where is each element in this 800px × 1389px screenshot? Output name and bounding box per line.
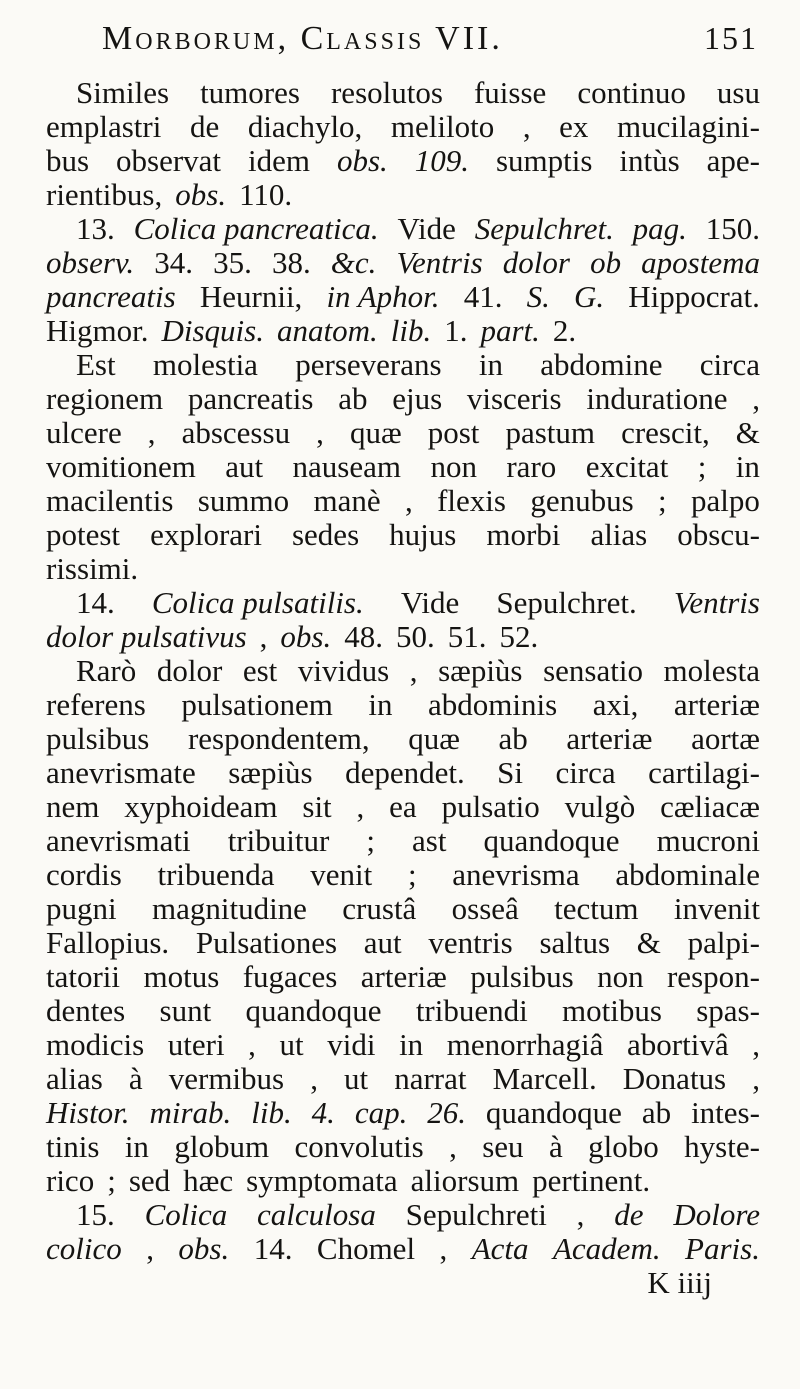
word: 34. bbox=[154, 245, 193, 280]
word: abortivâ bbox=[627, 1027, 729, 1062]
word: lib. bbox=[390, 313, 432, 348]
word: excitat bbox=[585, 449, 669, 484]
word: circa bbox=[699, 347, 760, 382]
word: anatom. bbox=[276, 313, 378, 348]
word: induratione bbox=[586, 381, 728, 416]
word: & bbox=[735, 415, 760, 450]
word: obs. bbox=[280, 619, 332, 654]
word: 2. bbox=[552, 313, 577, 348]
word: emplastri bbox=[46, 109, 162, 144]
text-line bbox=[46, 926, 760, 960]
word: 15. bbox=[76, 1197, 115, 1232]
word: Sepulchret. bbox=[496, 585, 637, 620]
word: 38. bbox=[271, 245, 311, 280]
word: Hippocrat. bbox=[628, 279, 760, 314]
text-line bbox=[46, 552, 760, 586]
word: Sepulchret. bbox=[474, 211, 614, 246]
word: tribuitur bbox=[227, 823, 330, 858]
word: 110. bbox=[239, 177, 293, 212]
word: mirab. bbox=[149, 1095, 232, 1130]
word: crescit, bbox=[621, 415, 710, 450]
word: sit bbox=[302, 789, 332, 824]
word: 51. bbox=[447, 619, 487, 654]
word: , bbox=[522, 109, 531, 144]
word: globo bbox=[588, 1129, 659, 1164]
word: vermibus bbox=[168, 1061, 285, 1096]
word: pulsibus bbox=[470, 959, 574, 994]
word: modicis bbox=[46, 1027, 145, 1062]
word: referens bbox=[46, 687, 146, 722]
text-line bbox=[46, 314, 760, 348]
text-line bbox=[46, 620, 760, 654]
text-line bbox=[46, 144, 760, 178]
word: observ. bbox=[46, 245, 135, 280]
word: aortæ bbox=[691, 721, 760, 756]
word: pulsibus bbox=[46, 721, 150, 756]
word: de bbox=[614, 1197, 644, 1232]
word: sensatio bbox=[543, 653, 643, 688]
word: à bbox=[128, 1061, 143, 1096]
word: anevrisma bbox=[452, 857, 580, 892]
word: abdominis bbox=[428, 687, 558, 722]
word: lib. bbox=[251, 1095, 292, 1130]
text-line bbox=[46, 518, 760, 552]
word: , bbox=[576, 1197, 585, 1232]
word: mucilagini- bbox=[617, 109, 760, 144]
word: usu bbox=[716, 75, 760, 110]
word: non bbox=[597, 959, 644, 994]
word: continuo bbox=[577, 75, 686, 110]
word: palpo bbox=[691, 483, 760, 518]
word: , bbox=[439, 1231, 448, 1266]
word: Chomel bbox=[316, 1231, 416, 1266]
word: rientibus, bbox=[46, 177, 163, 212]
word: Higmor. bbox=[46, 313, 149, 348]
word: G. bbox=[573, 279, 605, 314]
text-line bbox=[46, 178, 760, 212]
word: Vide bbox=[400, 585, 460, 620]
text-line bbox=[46, 110, 760, 144]
word: genubus bbox=[530, 483, 634, 518]
word: alias bbox=[46, 1061, 103, 1096]
word: menorrhagiâ bbox=[446, 1027, 604, 1062]
word: pulsatio bbox=[441, 789, 540, 824]
word: saltus bbox=[539, 925, 611, 960]
text-line bbox=[46, 1232, 760, 1266]
word: aliorsum bbox=[410, 1163, 520, 1198]
word: abdomine bbox=[540, 347, 663, 382]
word: &c. bbox=[330, 245, 377, 280]
word: apostema bbox=[641, 245, 760, 280]
word: nem bbox=[46, 789, 100, 824]
word: ; bbox=[107, 1163, 116, 1198]
word: macilentis bbox=[46, 483, 174, 518]
text-line bbox=[46, 246, 760, 280]
text-line bbox=[46, 756, 760, 790]
word: Academ. bbox=[552, 1231, 661, 1266]
word: rico bbox=[46, 1163, 95, 1198]
text-line bbox=[46, 280, 760, 314]
word: tumores bbox=[200, 75, 300, 110]
word: pag. bbox=[632, 211, 687, 246]
word: osseâ bbox=[451, 891, 519, 926]
word: quæ bbox=[408, 721, 460, 756]
word: dolor bbox=[156, 653, 223, 688]
word: obscu- bbox=[677, 517, 760, 552]
word: dependet. bbox=[345, 755, 465, 790]
word: ejus bbox=[392, 381, 443, 416]
word: cap. bbox=[354, 1095, 408, 1130]
text-line bbox=[46, 1062, 760, 1096]
word: alias bbox=[590, 517, 648, 552]
word: pertinent. bbox=[532, 1163, 651, 1198]
text-line bbox=[46, 1028, 760, 1062]
word: anevrismati bbox=[46, 823, 191, 858]
word: cordis bbox=[46, 857, 122, 892]
word: 13. bbox=[76, 211, 115, 246]
body-text bbox=[46, 76, 760, 1266]
word: Colica bbox=[144, 1197, 228, 1232]
word: convolutis bbox=[294, 1129, 424, 1164]
text-line bbox=[46, 450, 760, 484]
word: Colica pancreatica. bbox=[133, 211, 379, 246]
word: Sepulchreti bbox=[405, 1197, 547, 1232]
word: regionem bbox=[46, 381, 164, 416]
word: , bbox=[409, 653, 418, 688]
word: observat bbox=[116, 143, 222, 178]
text-line bbox=[46, 76, 760, 110]
word: pancreatis bbox=[46, 279, 176, 314]
word: molestia bbox=[152, 347, 258, 382]
word: , bbox=[752, 1027, 760, 1062]
word: hyste- bbox=[684, 1129, 760, 1164]
word: 109. bbox=[414, 143, 469, 178]
word: Vide bbox=[397, 211, 456, 246]
running-header bbox=[46, 20, 760, 76]
word: uteri bbox=[167, 1027, 225, 1062]
word: Disquis. bbox=[161, 313, 264, 348]
word: ab bbox=[641, 1095, 672, 1130]
word: ut bbox=[344, 1061, 369, 1096]
text-line bbox=[46, 858, 760, 892]
word: respon- bbox=[666, 959, 760, 994]
word: ea bbox=[389, 789, 417, 824]
word: ob bbox=[590, 245, 622, 280]
word: calculosa bbox=[257, 1197, 376, 1232]
word: fugaces bbox=[242, 959, 338, 994]
word: Ventris bbox=[673, 585, 760, 620]
word: de bbox=[189, 109, 220, 144]
word: hujus bbox=[389, 517, 457, 552]
word: Si bbox=[497, 755, 523, 790]
word: Pulsationes bbox=[195, 925, 338, 960]
word: obs. bbox=[178, 1231, 230, 1266]
word: Est bbox=[76, 347, 116, 382]
word: sæpiùs bbox=[228, 755, 313, 790]
word: aut bbox=[363, 925, 402, 960]
text-line bbox=[46, 790, 760, 824]
word: dolor bbox=[502, 245, 570, 280]
word: 1. bbox=[444, 313, 468, 348]
word: 35. bbox=[213, 245, 252, 280]
word: dentes bbox=[46, 993, 126, 1028]
word: ulcere bbox=[46, 415, 122, 450]
word: intùs bbox=[619, 143, 680, 178]
word: ast bbox=[412, 823, 447, 858]
word: , bbox=[248, 1027, 256, 1062]
word: anevrismate bbox=[46, 755, 196, 790]
text-line bbox=[46, 654, 760, 688]
text-line bbox=[46, 892, 760, 926]
text-line bbox=[46, 824, 760, 858]
word: ex bbox=[559, 109, 589, 144]
word: nauseam bbox=[292, 449, 402, 484]
word: est bbox=[242, 653, 278, 688]
word: morbi bbox=[486, 517, 561, 552]
word: , bbox=[752, 381, 760, 416]
word: ; bbox=[366, 823, 375, 858]
word: in bbox=[124, 1129, 149, 1164]
word: tinis bbox=[46, 1129, 100, 1164]
word: in bbox=[399, 1027, 424, 1062]
text-line bbox=[46, 1164, 760, 1198]
word: invenit bbox=[673, 891, 760, 926]
text-line bbox=[46, 484, 760, 518]
word: 14. bbox=[253, 1231, 293, 1266]
text-line bbox=[46, 722, 760, 756]
word: , bbox=[259, 619, 268, 654]
word: ; bbox=[658, 483, 667, 518]
word: , bbox=[316, 415, 324, 450]
word: mucroni bbox=[656, 823, 760, 858]
word: arteriæ bbox=[566, 721, 653, 756]
word: motibus bbox=[562, 993, 662, 1028]
word: explorari bbox=[150, 517, 262, 552]
word: crustâ bbox=[342, 891, 417, 926]
word: vulgò bbox=[564, 789, 636, 824]
text-line bbox=[46, 382, 760, 416]
word: sumptis bbox=[495, 143, 593, 178]
word: vomitionem bbox=[46, 449, 196, 484]
text-line bbox=[46, 960, 760, 994]
word: magnitudine bbox=[151, 891, 307, 926]
text-line bbox=[46, 416, 760, 450]
word: dolor pulsativus bbox=[46, 619, 247, 654]
text-line bbox=[46, 1096, 760, 1130]
word: tribuenda bbox=[157, 857, 275, 892]
word: molesta bbox=[663, 653, 760, 688]
word: Rarò bbox=[76, 653, 137, 688]
word: sæpiùs bbox=[438, 653, 523, 688]
word: Donatus bbox=[622, 1061, 727, 1096]
running-title: Morborum, Classis VII. bbox=[102, 20, 503, 57]
word: tribuendi bbox=[415, 993, 528, 1028]
text-line bbox=[46, 348, 760, 382]
word: Fallopius. bbox=[46, 925, 170, 960]
word: non bbox=[430, 449, 477, 484]
word: 48. bbox=[344, 619, 383, 654]
word: cæliacæ bbox=[660, 789, 760, 824]
word: quandoque bbox=[483, 823, 620, 858]
word: ventris bbox=[428, 925, 513, 960]
text-line bbox=[46, 586, 760, 620]
word: 41. bbox=[463, 279, 503, 314]
word: circa bbox=[555, 755, 616, 790]
text-line bbox=[46, 994, 760, 1028]
word: cartilagi- bbox=[648, 755, 760, 790]
word: vividus bbox=[297, 653, 390, 688]
word: ab bbox=[338, 381, 368, 416]
word: part. bbox=[480, 313, 540, 348]
word: in bbox=[735, 449, 760, 484]
text-line bbox=[46, 1198, 760, 1232]
word: perseverans bbox=[295, 347, 442, 382]
word: quæ bbox=[349, 415, 402, 450]
word: quandoque bbox=[245, 993, 382, 1028]
word: motus bbox=[143, 959, 220, 994]
word: Colica pulsatilis. bbox=[151, 585, 364, 620]
word: intes- bbox=[691, 1095, 760, 1130]
word: post bbox=[427, 415, 480, 450]
page-number: 151 bbox=[704, 20, 758, 56]
word: ab bbox=[498, 721, 528, 756]
word: sunt bbox=[159, 993, 212, 1028]
word: , bbox=[404, 483, 413, 518]
word: aut bbox=[225, 449, 264, 484]
signature-mark: K iiij bbox=[647, 1265, 712, 1300]
text-line bbox=[46, 688, 760, 722]
word: visceris bbox=[466, 381, 562, 416]
word: obs. bbox=[175, 177, 227, 212]
word: arteriæ bbox=[360, 959, 447, 994]
text-line bbox=[46, 212, 760, 246]
word: pugni bbox=[46, 891, 117, 926]
word: spas- bbox=[696, 993, 760, 1028]
word: axi, bbox=[592, 687, 639, 722]
word: Dolore bbox=[673, 1197, 760, 1232]
word: , bbox=[449, 1129, 457, 1164]
word: 150. bbox=[705, 211, 760, 246]
word: pastum bbox=[505, 415, 596, 450]
word: bus bbox=[46, 143, 90, 178]
word: globum bbox=[174, 1129, 270, 1164]
word: Acta bbox=[471, 1231, 529, 1266]
word: seu bbox=[482, 1129, 524, 1164]
word: , bbox=[146, 1231, 154, 1266]
word: Similes bbox=[76, 75, 170, 110]
word: obs. bbox=[336, 143, 388, 178]
word: 52. bbox=[499, 619, 539, 654]
word: ; bbox=[697, 449, 707, 484]
word: Marcell. bbox=[492, 1061, 597, 1096]
word: in Aphor. bbox=[326, 279, 440, 314]
word: sedes bbox=[291, 517, 360, 552]
word: rissimi. bbox=[46, 551, 139, 586]
word: meliloto bbox=[390, 109, 495, 144]
word: 26. bbox=[427, 1095, 466, 1130]
word: xyphoideam bbox=[124, 789, 278, 824]
word: ape- bbox=[706, 143, 760, 178]
word: idem bbox=[248, 143, 311, 178]
word: colico bbox=[46, 1231, 122, 1266]
word: summo bbox=[197, 483, 290, 518]
word: sed bbox=[128, 1163, 171, 1198]
word: , bbox=[356, 789, 365, 824]
word: flexis bbox=[437, 483, 506, 518]
word: Histor. bbox=[46, 1095, 130, 1130]
word: à bbox=[548, 1129, 563, 1164]
word: S. bbox=[526, 279, 550, 314]
word: , bbox=[310, 1061, 318, 1096]
word: resolutos bbox=[330, 75, 443, 110]
word: ut bbox=[279, 1027, 304, 1062]
word: manè bbox=[313, 483, 381, 518]
word: 50. bbox=[395, 619, 435, 654]
word: quandoque bbox=[485, 1095, 622, 1130]
word: Ventris bbox=[396, 245, 483, 280]
word: 4. bbox=[311, 1095, 335, 1130]
word: abdominale bbox=[615, 857, 760, 892]
word: in bbox=[368, 687, 393, 722]
word: venit bbox=[310, 857, 373, 892]
word: pancreatis bbox=[187, 381, 314, 416]
word: fuisse bbox=[473, 75, 547, 110]
word: respondentem, bbox=[187, 721, 370, 756]
word: , bbox=[147, 415, 156, 450]
word: palpi- bbox=[687, 925, 760, 960]
word: Paris. bbox=[685, 1231, 760, 1266]
word: ; bbox=[407, 857, 417, 892]
word: 14. bbox=[76, 585, 115, 620]
text-line bbox=[46, 1130, 760, 1164]
word: vidi bbox=[327, 1027, 376, 1062]
word: narrat bbox=[394, 1061, 467, 1096]
word: pulsationem bbox=[181, 687, 333, 722]
word: abscessu bbox=[181, 415, 291, 450]
word: arteriæ bbox=[673, 687, 760, 722]
word: in bbox=[478, 347, 503, 382]
word: hæc bbox=[183, 1163, 234, 1198]
word: Heurnii, bbox=[199, 279, 303, 314]
word: raro bbox=[506, 449, 557, 484]
word: symptomata bbox=[246, 1163, 398, 1198]
word: tectum bbox=[554, 891, 639, 926]
word: diachylo, bbox=[247, 109, 363, 144]
word: potest bbox=[46, 517, 121, 552]
word: tatorii bbox=[46, 959, 121, 994]
word: , bbox=[752, 1061, 760, 1096]
word: & bbox=[636, 925, 661, 960]
